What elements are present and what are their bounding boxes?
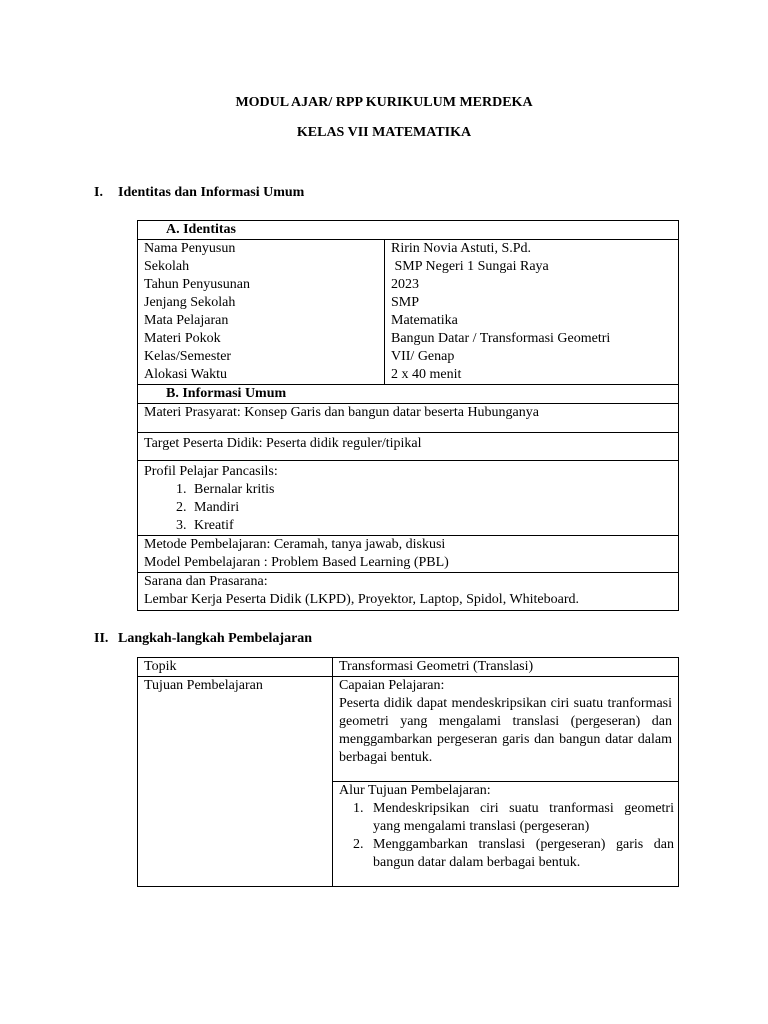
- alur-label: Alur Tujuan Pembelajaran:: [339, 783, 491, 798]
- model-pembelajaran: Model Pembelajaran : Problem Based Learning (PBL): [144, 555, 449, 570]
- informasi-umum-header: B. Informasi Umum: [138, 385, 679, 404]
- metode-model: [138, 536, 679, 573]
- alur-list: [339, 800, 678, 872]
- langkah-table: [137, 657, 679, 887]
- metode-pembelajaran: Metode Pembelajaran: Ceramah, tanya jawab, diskusi: [144, 537, 446, 552]
- document-title: MODUL AJAR/ RPP KURIKULUM MERDEKA: [235, 95, 533, 110]
- sarana-label: Sarana dan Prasarana:: [144, 574, 268, 589]
- list-item: 2. Mandiri: [190, 499, 678, 517]
- topik-label: Topik: [138, 658, 333, 677]
- document-subtitle: KELAS VII MATEMATIKA: [296, 125, 472, 140]
- list-item: 1. Mendeskripsikan ciri suatu tranformasi geometri yang mengalami translasi (pergeseran): [367, 800, 678, 836]
- section-heading-identitas: [94, 184, 304, 202]
- list-item: 2. Menggambarkan translasi (pergeseran) garis dan bangun datar dalam berbagai bentuk.: [367, 836, 678, 872]
- row-value: Ririn Novia Astuti, S.Pd.: [385, 240, 679, 259]
- row-value: 2 x 40 menit: [385, 366, 679, 385]
- table-row: [138, 258, 679, 276]
- table-row: [138, 276, 679, 294]
- section-number: II.: [94, 631, 109, 646]
- alur-cell: [333, 782, 679, 887]
- table-row: [138, 312, 679, 330]
- row-label: Kelas/Semester: [138, 348, 385, 366]
- sarana-prasarana: [138, 573, 679, 611]
- section-title: Identitas dan Informasi Umum: [118, 185, 305, 200]
- target-peserta-didik: Target Peserta Didik: Peserta didik reguler/tipikal: [138, 433, 679, 461]
- profil-list: [144, 481, 678, 535]
- row-label: Mata Pelajaran: [138, 312, 385, 330]
- topik-value: Transformasi Geometri (Translasi): [333, 658, 679, 677]
- row-value: Bangun Datar / Transformasi Geometri: [385, 330, 679, 348]
- section-title: Langkah-langkah Pembelajaran: [118, 631, 313, 646]
- section-number: I.: [94, 185, 103, 200]
- sarana-value: Lembar Kerja Peserta Didik (LKPD), Proyektor, Laptop, Spidol, Whiteboard.: [144, 592, 580, 607]
- capaian-label: Capaian Pelajaran:: [339, 678, 445, 693]
- list-item: 3. Kreatif: [190, 517, 678, 535]
- row-label: Jenjang Sekolah: [138, 294, 385, 312]
- capaian-text: Peserta didik dapat mendeskripsikan ciri suatu tranformasi geometri yang mengalami translasi (pergeseran) dan menggambarkan pergeseran garis dan bangun datar dalam berbagai bentuk.: [339, 696, 672, 765]
- profil-pelajar: [138, 461, 679, 536]
- row-value: Matematika: [385, 312, 679, 330]
- row-label: Sekolah: [138, 258, 385, 276]
- tujuan-label: Tujuan Pembelajaran: [138, 677, 333, 887]
- row-value: SMP Negeri 1 Sungai Raya: [385, 258, 679, 276]
- table-row: [138, 348, 679, 366]
- table-row: [138, 294, 679, 312]
- row-value: 2023: [385, 276, 679, 294]
- list-item: 1. Bernalar kritis: [190, 481, 678, 499]
- row-label: Tahun Penyusunan: [138, 276, 385, 294]
- row-label: Materi Pokok: [138, 330, 385, 348]
- capaian-cell: [333, 677, 679, 782]
- table-row: [138, 240, 679, 259]
- table-row: [138, 366, 679, 385]
- section-heading-langkah: [94, 630, 312, 648]
- identitas-header: A. Identitas: [138, 221, 679, 240]
- table-row: [138, 658, 679, 677]
- row-value: VII/ Genap: [385, 348, 679, 366]
- profil-label: Profil Pelajar Pancasils:: [144, 464, 278, 479]
- table-row: [138, 330, 679, 348]
- identitas-table: [137, 220, 679, 611]
- row-value: SMP: [385, 294, 679, 312]
- materi-prasyarat: Materi Prasyarat: Konsep Garis dan bangun datar beserta Hubunganya: [138, 404, 679, 433]
- row-label: Nama Penyusun: [138, 240, 385, 259]
- row-label: Alokasi Waktu: [138, 366, 385, 385]
- table-row: [138, 677, 679, 782]
